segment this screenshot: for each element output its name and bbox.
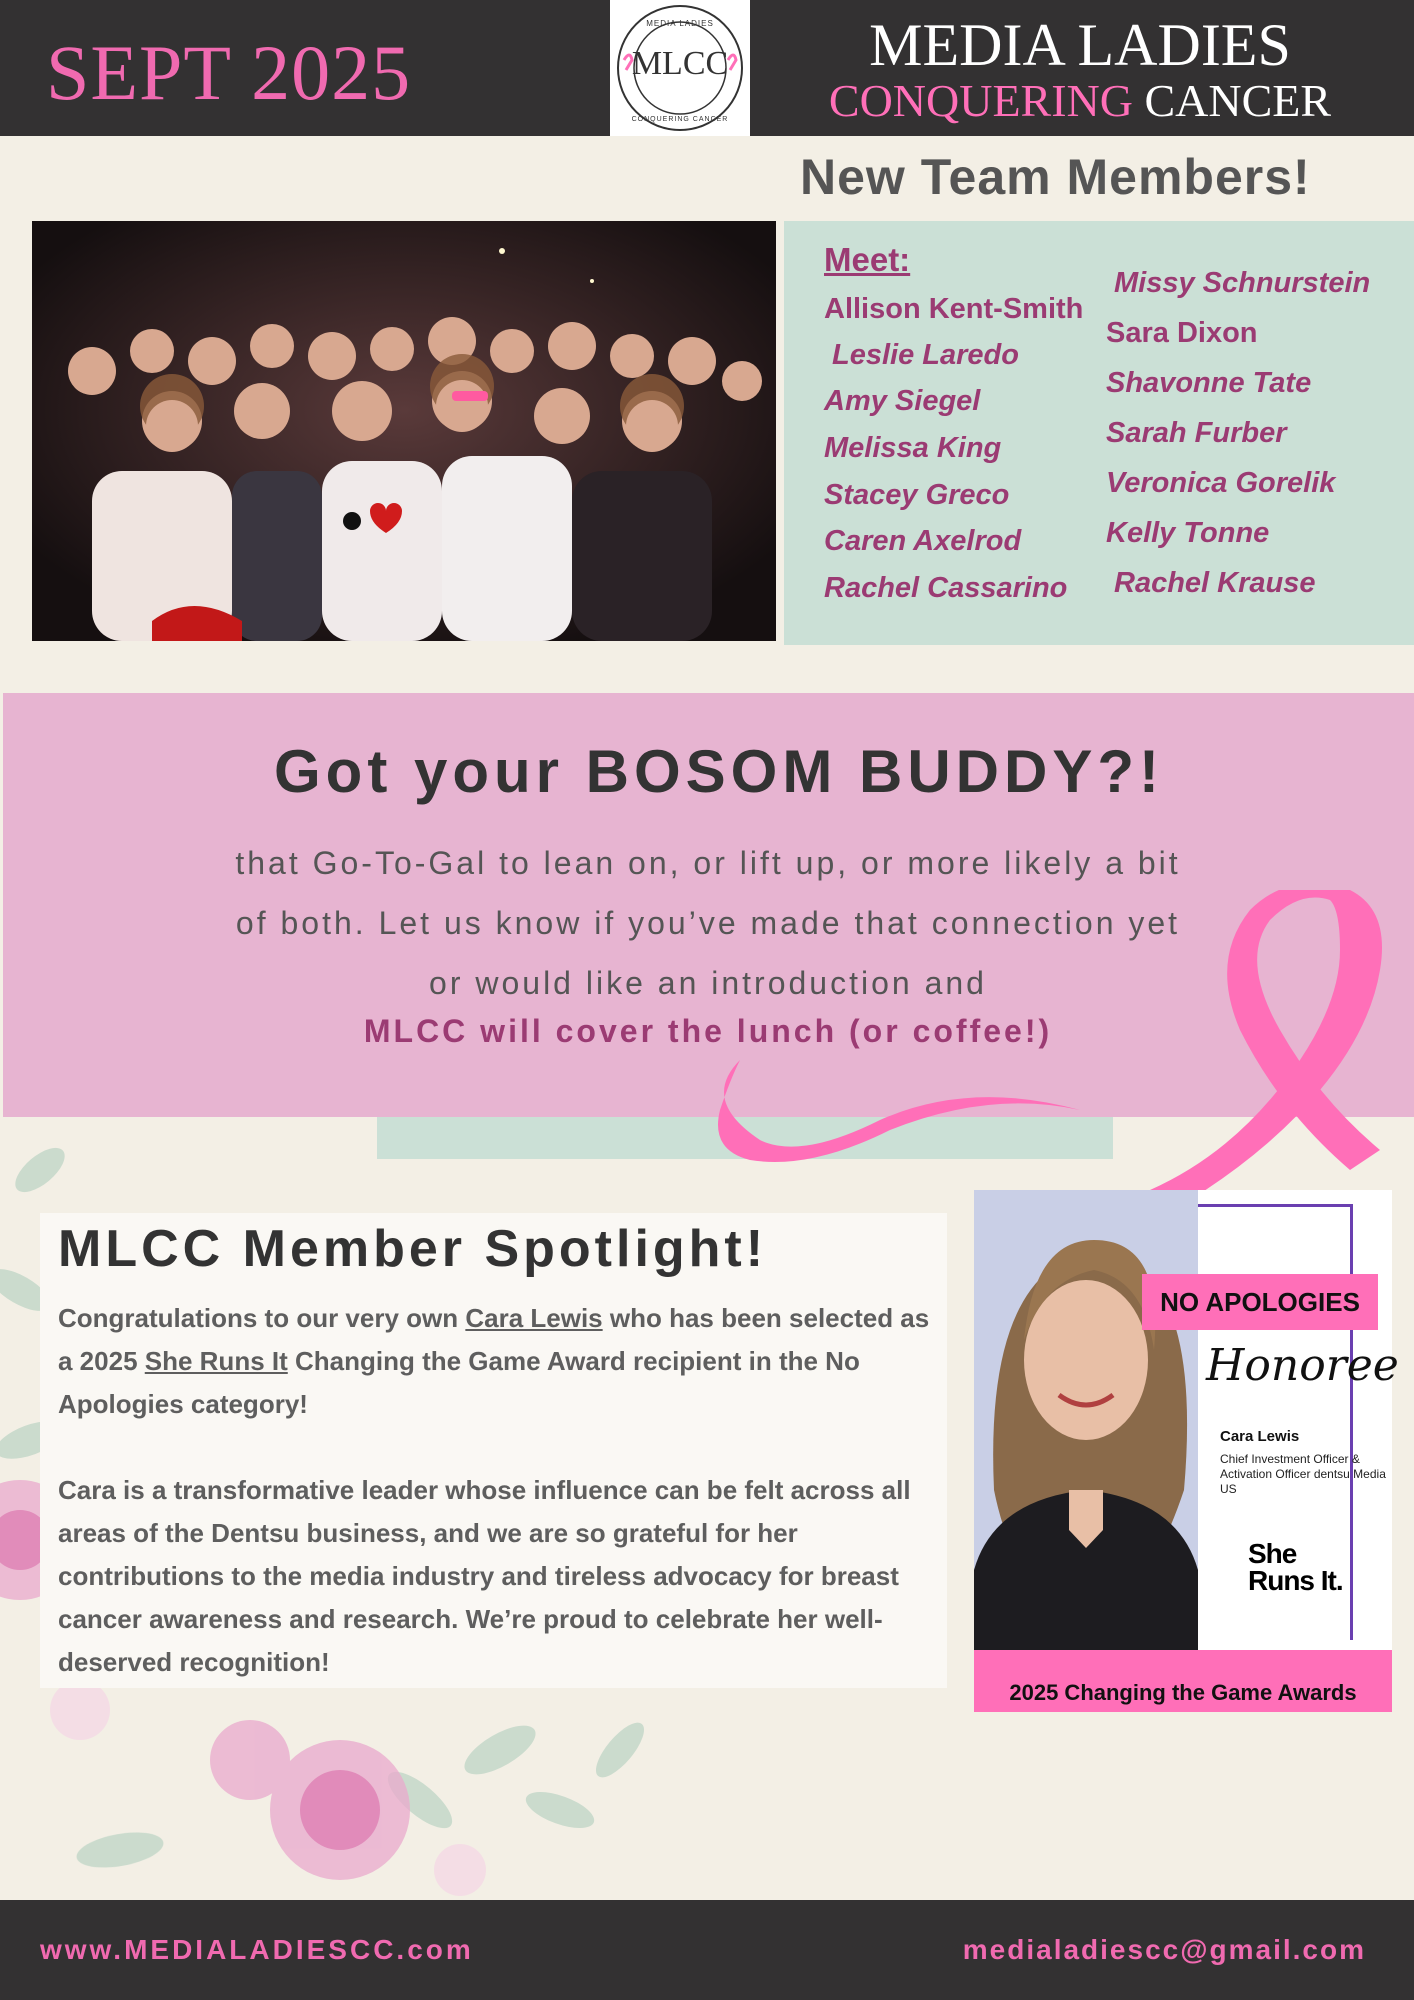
honoree-card	[974, 1190, 1399, 1650]
bosom-buddy-cta: MLCC will cover the lunch (or coffee!)	[363, 1013, 1053, 1049]
member-name: Amy Siegel	[824, 385, 981, 417]
awards-band: 2025 Changing the Game Awards	[974, 1650, 1392, 1712]
member-name: Allison Kent-Smith	[824, 293, 1084, 325]
new-team-title: New Team Members!	[800, 149, 1311, 205]
member-name: Kelly Tonne	[1106, 517, 1270, 549]
member-name: Stacey Greco	[824, 479, 1010, 511]
honoree-name: Cara Lewis	[1220, 1428, 1300, 1445]
member-name: Caren Axelrod	[824, 525, 1022, 557]
spotlight-text: who has been selected as a 2025	[58, 1303, 930, 1376]
spotlight-text: Changing the Game Award recipient in the No Apologies category!	[58, 1346, 860, 1419]
svg-text:MEDIA LADIES: MEDIA LADIES	[646, 19, 714, 28]
member-name: Veronica Gorelik	[1106, 467, 1336, 499]
spotlight-paragraph-2: Cara is a transformative leader whose influence can be felt across all areas of the Dentsu business, and we are so grateful for her contributions to the media industry and tireless advocacy for breast cancer awareness and research. We’re proud to celebrate her well-deserved recognition!	[58, 1475, 911, 1677]
member-name: Melissa King	[824, 432, 1002, 464]
spotlight-paragraph-1	[58, 1297, 948, 1426]
mlcc-logo	[610, 0, 750, 136]
meet-label: Meet:	[824, 241, 911, 278]
spotlight-title: MLCC Member Spotlight!	[58, 1220, 768, 1278]
honoree-script: Honoree	[1206, 1340, 1399, 1391]
email-link[interactable]: medialadiescc@gmail.com	[962, 1934, 1366, 1965]
bosom-buddy-title: Got your BOSOM BUDDY?!	[274, 738, 1164, 805]
new-members-panel	[784, 221, 1414, 645]
footer-bar	[0, 1900, 1414, 2000]
bosom-buddy-line-1: that Go-To-Gal to lean on, or lift up, or more likely a bit	[235, 845, 1181, 881]
member-name: Sarah Furber	[1106, 417, 1287, 449]
svg-text:CONQUERING CANCER: CONQUERING CANCER	[631, 116, 729, 123]
member-name: Sara Dixon	[1106, 317, 1258, 349]
member-name: Shavonne Tate	[1106, 367, 1312, 399]
she-runs-it-link[interactable]: She Runs It	[144, 1346, 288, 1376]
member-name: Rachel Krause	[1114, 567, 1316, 599]
brand-line-1: MEDIA LADIES	[869, 12, 1291, 78]
member-name: Rachel Cassarino	[824, 572, 1068, 604]
svg-text:MLCC: MLCC	[631, 45, 729, 82]
member-spotlight-card	[40, 1213, 947, 1688]
bosom-buddy-line-3: or would like an introduction and	[429, 965, 987, 1001]
issue-date: SEPT 2025	[46, 29, 412, 116]
honoree-portrait	[974, 1190, 1198, 1650]
category-badge: NO APOLOGIES	[1142, 1274, 1378, 1330]
brand-conquering: CONQUERING	[828, 75, 1133, 126]
spotlight-text: Congratulations to our very own	[58, 1303, 466, 1333]
member-name: Missy Schnurstein	[1114, 267, 1371, 299]
member-name: Leslie Laredo	[832, 339, 1019, 371]
header-bar	[0, 0, 1414, 136]
group-photo	[32, 221, 776, 641]
brand-line-2	[810, 76, 1350, 126]
honoree-role: Chief Investment Officer & Activation Officer dentsu Media US	[1220, 1452, 1386, 1496]
brand-wordmark	[810, 14, 1350, 126]
bosom-buddy-line-2: of both. Let us know if you’ve made that connection yet	[235, 905, 1181, 941]
she-runs-it-logo: She Runs It.	[1248, 1538, 1343, 1596]
website-link[interactable]: www.MEDIALADIESCC.com	[40, 1934, 474, 1965]
cara-lewis-link[interactable]: Cara Lewis	[465, 1303, 603, 1333]
brand-cancer: CANCER	[1144, 75, 1332, 126]
